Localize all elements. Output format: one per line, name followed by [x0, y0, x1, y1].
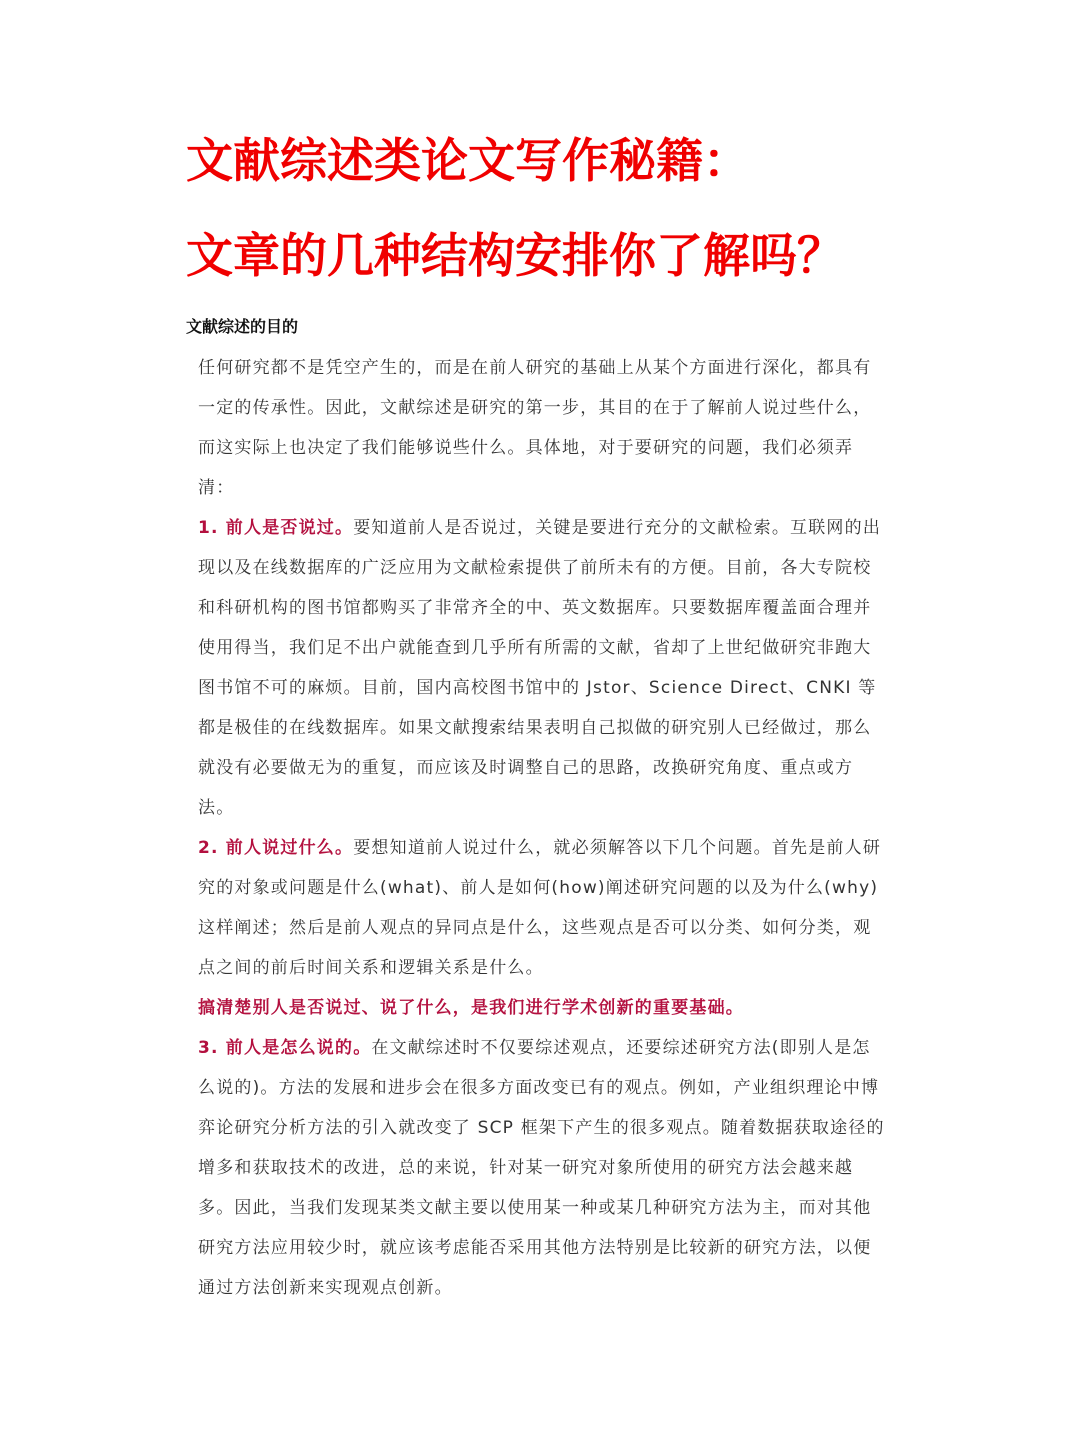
point-paragraph-1 [198, 508, 888, 828]
point-paragraph-3 [198, 1028, 888, 1308]
point-lead-1: 1. 前人是否说过。 [198, 518, 354, 538]
point-text-2: 要想知道前人说过什么，就必须解答以下几个问题。首先是前人研究的对象或问题是什么(what)、前人是如何(how)阐述研究问题的以及为什么(why)这样阐述；然后是前人观点的异同点是什么，这些观点是否可以分类、如何分类，观点之间的前后时间关系和逻辑关系是什么。 [198, 838, 882, 978]
point-lead-2: 2. 前人说过什么。 [198, 838, 354, 858]
intro-paragraph: 任何研究都不是凭空产生的，而是在前人研究的基础上从某个方面进行深化，都具有一定的传承性。因此，文献综述是研究的第一步，其目的在于了解前人说过些什么，而这实际上也决定了我们能够说些什么。具体地，对于要研究的问题，我们必须弄清： [198, 358, 872, 498]
section-heading: 文献综述的目的 [186, 317, 299, 336]
point-text-3: 在文献综述时不仅要综述观点，还要综述研究方法(即别人是怎么说的)。方法的发展和进步会在很多方面改变已有的观点。例如，产业组织理论中博弈论研究分析方法的引入就改变了 SCP 框架下产生的很多观点。随着数据获取途径的增多和获取技术的改进，总的来说，针对某一研究对象所使用的研究方法会越来越多。因此，当我们发现某类文献主要以使用某一种或某几种研究方法为主，而对其他研究方法应用较少时，就应该考虑能否采用其他方法特别是比较新的研究方法，以便通过方法创新来实现观点创新。 [198, 1038, 885, 1298]
title-line-2: 文章的几种结构安排你了解吗？ [186, 229, 844, 284]
emphasis-statement: 搞清楚别人是否说过、说了什么，是我们进行学术创新的重要基础。 [198, 998, 744, 1018]
article-body [198, 348, 888, 1308]
title-line-1: 文献综述类论文写作秘籍： [186, 134, 750, 189]
point-lead-3: 3. 前人是怎么说的。 [198, 1038, 372, 1058]
point-paragraph-2 [198, 828, 888, 988]
point-text-1: 要知道前人是否说过，关键是要进行充分的文献检索。互联网的出现以及在线数据库的广泛应用为文献检索提供了前所未有的方便。目前，各大专院校和科研机构的图书馆都购买了非常齐全的中、英文数据库。只要数据库覆盖面合理并使用得当，我们足不出户就能查到几乎所有所需的文献，省却了上世纪做研究非跑大图书馆不可的麻烦。目前，国内高校图书馆中的 Jstor、Science Direct、CNKI 等都是极佳的在线数据库。如果文献搜索结果表明自己拟做的研究别人已经做过，那么就没有必要做无为的重复，而应该及时调整自己的思路，改换研究角度、重点或方法。 [198, 518, 882, 818]
